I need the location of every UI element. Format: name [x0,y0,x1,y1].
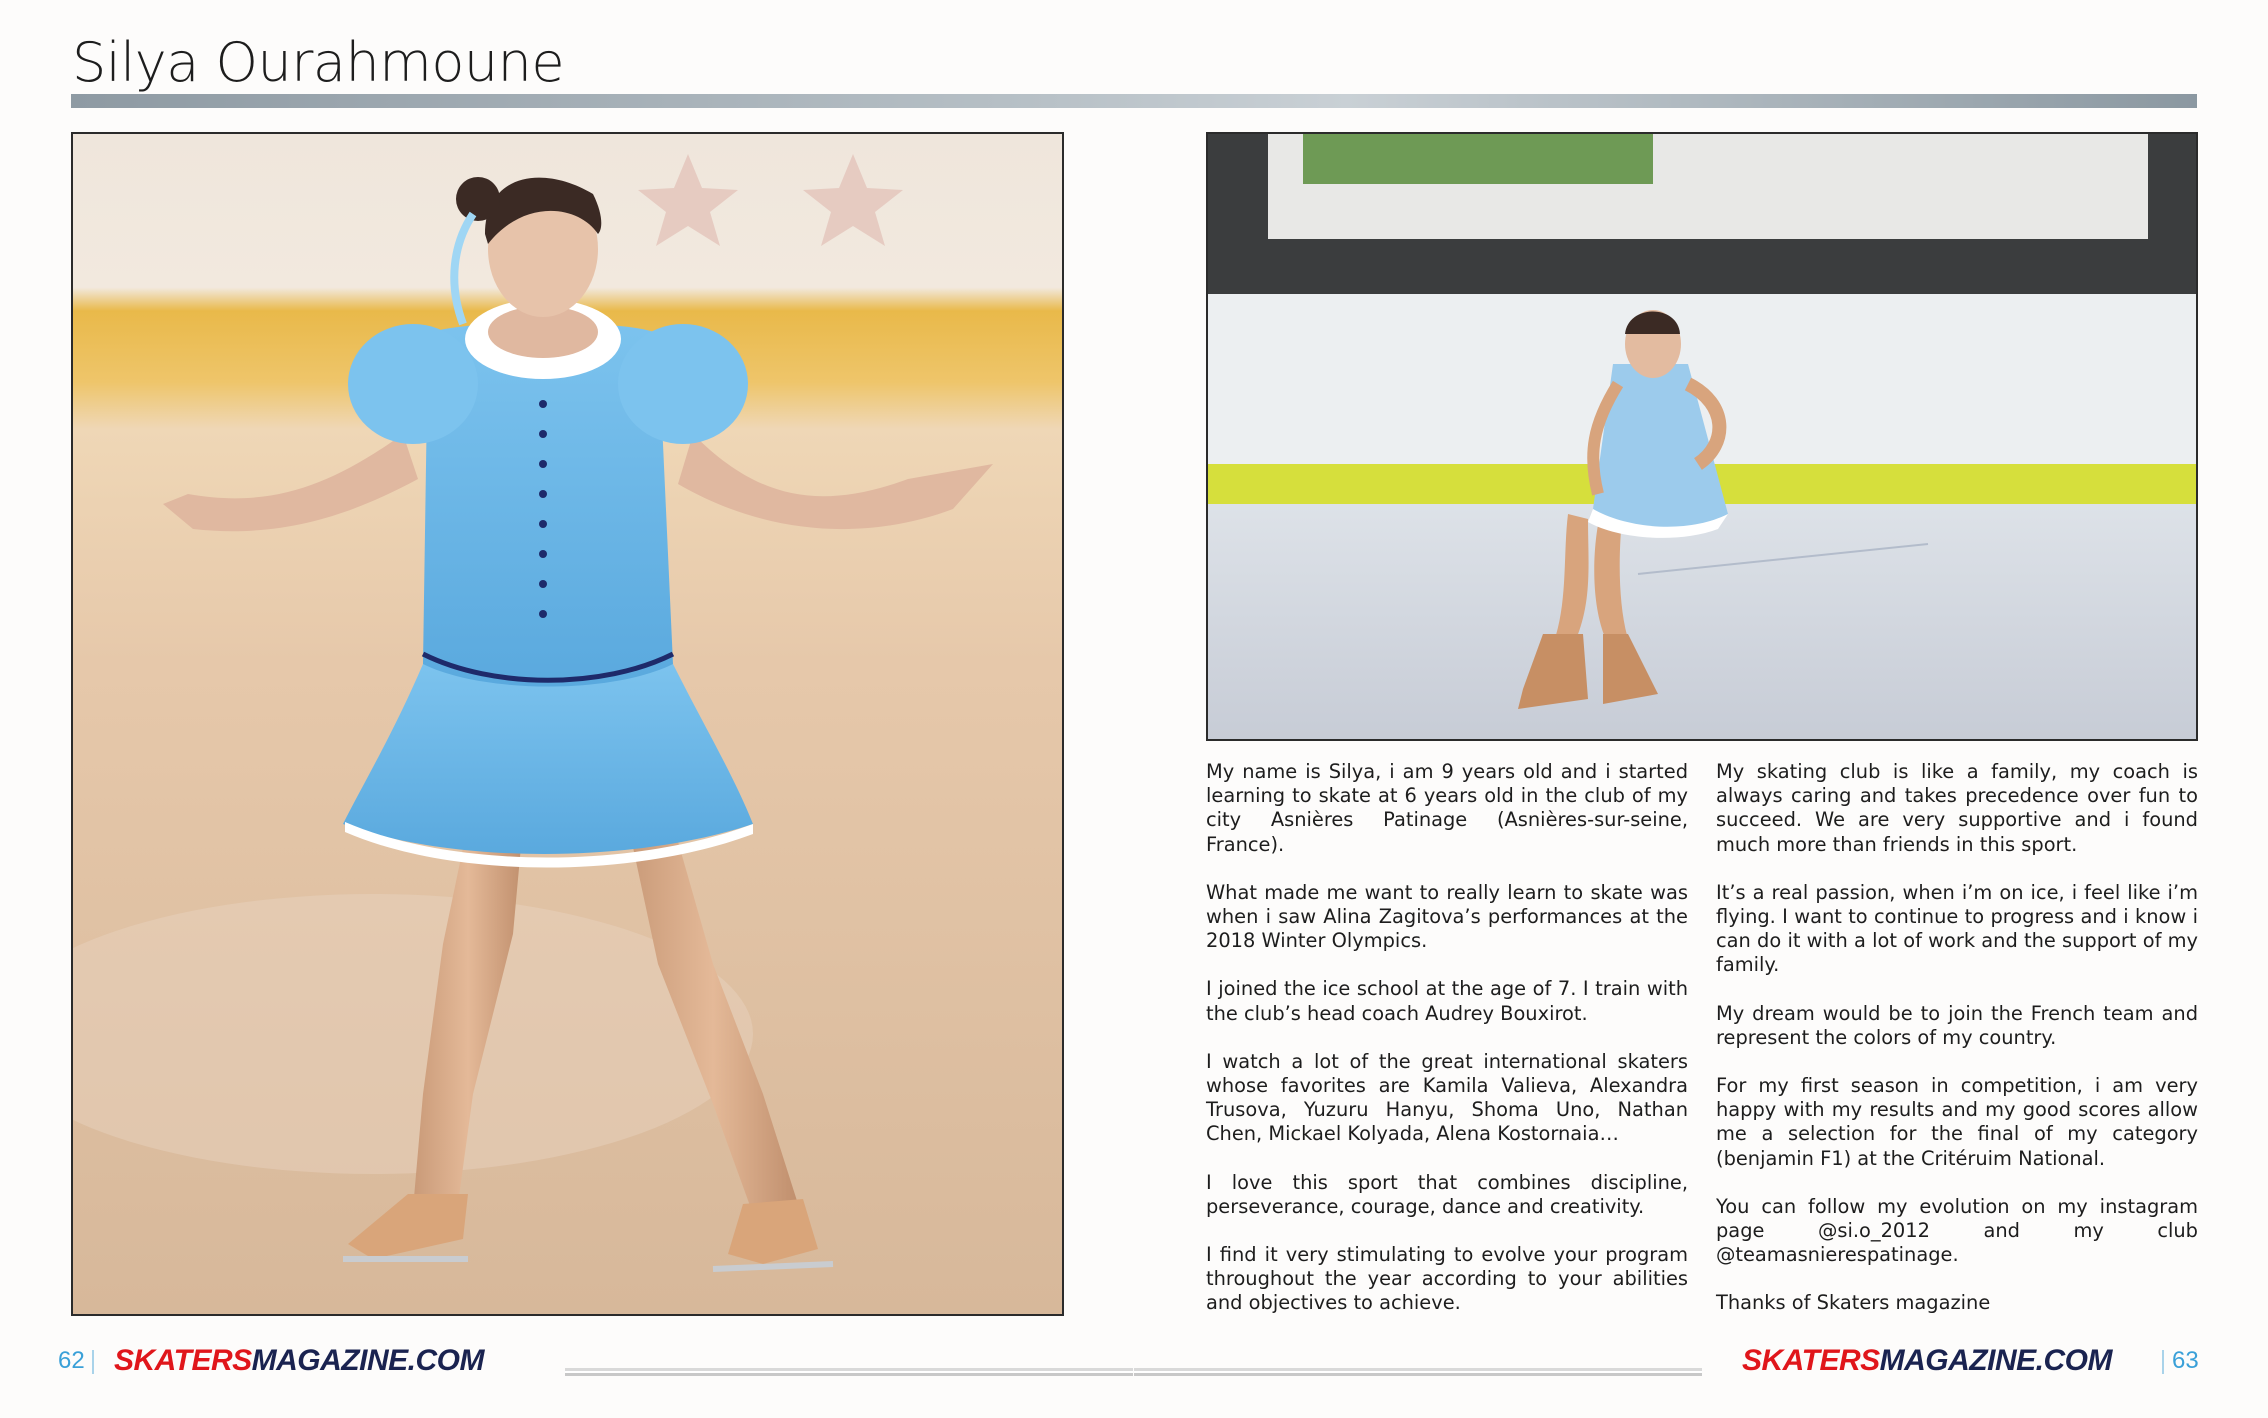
article-column-2 [1716,760,2198,1340]
footer-rule-left [565,1368,1133,1376]
skater-portrait-photo [71,132,1064,1316]
paragraph: Thanks of Skaters magazine [1716,1291,1991,1315]
skater-rink-photo [1206,132,2198,741]
footer-separator [92,1350,94,1374]
magazine-logo-right[interactable] [1742,1344,2112,1378]
page-number-left: 62 [58,1347,85,1374]
paragraph: My name is Silya, i am 9 years old and i started learning to skate at 6 years old in the club of my city Asnières Patinage (Asnières-sur-seine, France). [1206,760,1688,856]
magazine-logo-left[interactable] [114,1344,484,1378]
paragraph: My dream would be to join the French team and represent the colors of my country. [1716,1001,2198,1049]
paragraph: My skating club is like a family, my coach is always caring and takes precedence over fun to succeed. We are very supportive and i found much more than friends in this sport. [1716,760,2198,856]
title-underline-bar [71,94,2197,108]
paragraph: I find it very stimulating to evolve your program throughout the year according to your abilities and objectives to achieve. [1206,1243,1688,1315]
article-column-1 [1206,760,1688,1340]
logo-text-navy: MAGAZINE.COM [1879,1344,2112,1377]
paragraph: I joined the ice school at the age of 7. I train with the club’s head coach Audrey Bouxirot. [1206,977,1688,1025]
paragraph: What made me want to really learn to skate was when i saw Alina Zagitova’s performances at the 2018 Winter Olympics. [1206,880,1688,953]
page-title: Silya Ourahmoune [72,31,565,94]
paragraph: I love this sport that combines discipline, perseverance, courage, dance and creativity. [1206,1170,1688,1218]
logo-text-red: SKATERS [114,1344,252,1377]
paragraph: You can follow my evolution on my instagram page @si.o_2012 and my club @teamasnierespatinage. [1716,1194,2198,1267]
paragraph: It’s a real passion, when i’m on ice, i feel like i’m flying. I want to continue to progress and i know i can do it with a lot of work and the support of my family. [1716,880,2198,977]
logo-text-navy: MAGAZINE.COM [251,1344,484,1377]
logo-text-red: SKATERS [1742,1344,1880,1377]
footer-rule-right [1134,1368,1702,1376]
paragraph: For my first season in competition, i am very happy with my results and my good scores allow me a selection for the final of my category (benjamin F1) at the Critéruim National. [1716,1074,2198,1170]
paragraph: I watch a lot of the great international skaters whose favorites are Kamila Valieva, Alexandra Trusova, Yuzuru Hanyu, Shoma Uno, Nathan Chen, Mickael Kolyada, Alena Kostornaia… [1206,1049,1688,1146]
page-number-right: 63 [2172,1347,2199,1374]
footer-separator [2162,1350,2164,1374]
